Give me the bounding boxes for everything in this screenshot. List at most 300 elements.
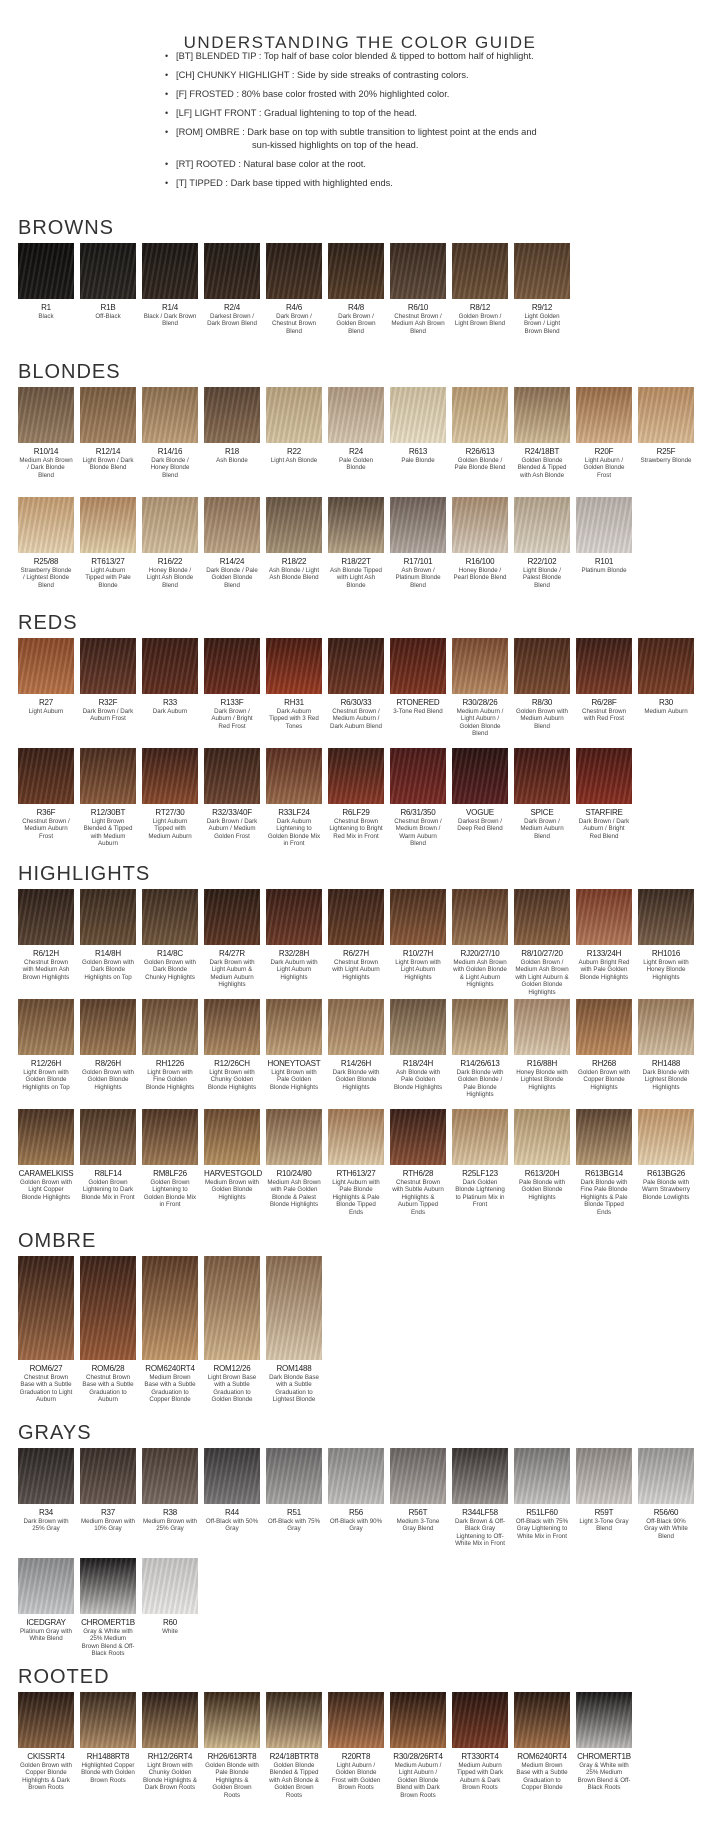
swatch-description: Gray & White with 25% Medium Brown Blend & Off-Black Roots — [81, 1628, 135, 1658]
swatch-code: R14/24 — [219, 557, 245, 566]
swatch-description: Auburn Bright Red with Pale Golden Blonde Highlights — [578, 959, 630, 981]
swatch-tile[interactable] — [204, 243, 260, 328]
swatch-tile[interactable] — [142, 748, 198, 840]
swatch-tile[interactable] — [204, 497, 260, 589]
swatch-tile[interactable] — [576, 999, 632, 1091]
hair-swatch-image[interactable] — [266, 638, 322, 694]
swatch-tile[interactable] — [390, 1448, 446, 1533]
swatch-description: Chestnut Brown with Medium Ash Brown Highlights — [22, 959, 70, 981]
swatch-description: Off-Black with 75% Gray Lightening to White Mix in Front — [515, 1518, 569, 1540]
hair-swatch-image[interactable] — [390, 1692, 446, 1748]
swatch-description: Dark Blonde Base with a Subtle Graduation to Lightest Blonde — [269, 1374, 319, 1404]
swatch-tile[interactable] — [266, 1256, 322, 1404]
swatch-description: Dark Brown & Off-Black Gray Lightening to Off-White Mix in Front — [454, 1518, 506, 1548]
hair-swatch-image[interactable] — [514, 243, 570, 299]
hair-swatch-image[interactable] — [638, 1109, 694, 1165]
swatch-code: RH268 — [592, 1059, 616, 1068]
hair-swatch-image[interactable] — [204, 1448, 260, 1504]
swatch-tile[interactable] — [266, 999, 322, 1091]
swatch-tile[interactable] — [328, 243, 384, 335]
hair-swatch-image[interactable] — [576, 1109, 632, 1165]
swatch-tile[interactable] — [80, 1558, 136, 1658]
swatch-tile[interactable] — [266, 889, 322, 981]
hair-swatch-image[interactable] — [266, 497, 322, 553]
hair-swatch-image[interactable] — [18, 497, 74, 553]
swatch-tile[interactable] — [638, 1109, 694, 1201]
swatch-tile[interactable] — [638, 889, 694, 981]
hair-swatch-image[interactable] — [390, 999, 446, 1055]
swatch-code: R12/14 — [95, 447, 121, 456]
hair-swatch-image[interactable] — [142, 1256, 198, 1360]
swatch-tile[interactable] — [204, 748, 260, 840]
hair-swatch-image[interactable] — [452, 243, 508, 299]
hair-swatch-image[interactable] — [80, 1692, 136, 1748]
hair-swatch-image[interactable] — [390, 1109, 446, 1165]
swatch-code: ROM6240RT4 — [145, 1364, 195, 1373]
page-title: UNDERSTANDING THE COLOR GUIDE — [183, 33, 537, 53]
swatch-description: Golden Brown Lightening to Dark Blonde Mix in Front — [81, 1179, 135, 1201]
hair-swatch-image[interactable] — [638, 889, 694, 945]
swatch-tile[interactable] — [80, 497, 136, 589]
swatch-tile[interactable] — [576, 748, 632, 840]
swatch-tile[interactable] — [18, 243, 74, 320]
section-title: BLONDES — [18, 361, 121, 383]
hair-swatch-image[interactable] — [18, 1109, 74, 1165]
swatch-tile[interactable] — [18, 889, 74, 981]
swatch-tile[interactable] — [266, 497, 322, 582]
swatch-description: Black / Dark Brown Blend — [143, 313, 197, 328]
hair-swatch-image[interactable] — [266, 1256, 322, 1360]
swatch-description: Light Brown with Golden Blonde Highlights on Top — [22, 1069, 70, 1091]
swatch-description: Dark Golden Blonde Lightening to Platinum Mix in Front — [455, 1179, 505, 1209]
hair-swatch-image[interactable] — [328, 243, 384, 299]
hair-swatch-image[interactable] — [18, 1448, 74, 1504]
swatch-description: Dark Brown / Dark Auburn / Medium Golden Frost — [206, 818, 258, 840]
hair-swatch-image[interactable] — [80, 1109, 136, 1165]
hair-swatch-image[interactable] — [266, 748, 322, 804]
hair-swatch-image[interactable] — [266, 1692, 322, 1748]
hair-swatch-image[interactable] — [80, 497, 136, 553]
swatch-tile[interactable] — [514, 1109, 570, 1201]
swatch-tile[interactable] — [204, 387, 260, 464]
hair-swatch-image[interactable] — [576, 889, 632, 945]
hair-swatch-image[interactable] — [18, 1692, 74, 1748]
swatch-tile[interactable] — [638, 638, 694, 715]
hair-swatch-image[interactable] — [18, 1558, 74, 1614]
hair-swatch-image[interactable] — [80, 638, 136, 694]
swatch-code: R22/102 — [527, 557, 557, 566]
swatch-tile[interactable] — [80, 1256, 136, 1404]
swatch-code: R18/22 — [281, 557, 307, 566]
swatch-code: R34 — [38, 1508, 54, 1517]
swatch-tile[interactable] — [576, 497, 632, 574]
swatch-tile[interactable] — [514, 497, 570, 589]
swatch-tile[interactable] — [452, 243, 508, 328]
swatch-description: Chestnut Brown Base with a Subtle Graduation to Auburn — [82, 1374, 134, 1404]
hair-swatch-image[interactable] — [204, 387, 260, 443]
hair-swatch-image[interactable] — [328, 387, 384, 443]
legend-text: : Top half of base color blended & tipped to bottom half of highlight. — [256, 51, 534, 61]
hair-swatch-image[interactable] — [514, 999, 570, 1055]
swatch-tile[interactable] — [18, 1256, 74, 1404]
legend-key: [LF] LIGHT FRONT — [176, 108, 257, 118]
swatch-tile[interactable] — [142, 497, 198, 589]
swatch-tile[interactable] — [142, 1692, 198, 1792]
hair-swatch-image[interactable] — [204, 1256, 260, 1360]
swatch-description: Chestnut Brown / Medium Auburn Frost — [22, 818, 70, 840]
legend-text-continued: sun-kissed highlights on top of the head. — [252, 140, 419, 150]
hair-swatch-image[interactable] — [142, 1448, 198, 1504]
hair-swatch-image[interactable] — [266, 1448, 322, 1504]
swatch-tile[interactable] — [514, 243, 570, 335]
hair-swatch-image[interactable] — [514, 387, 570, 443]
hair-swatch-image[interactable] — [452, 497, 508, 553]
swatch-tile[interactable] — [18, 748, 74, 840]
swatch-description: Dark Brown / Dark Auburn / Bright Red Blend — [578, 818, 630, 840]
hair-swatch-image[interactable] — [452, 1109, 508, 1165]
swatch-tile[interactable] — [452, 748, 508, 833]
swatch-code: R6/10 — [407, 303, 429, 312]
hair-swatch-image[interactable] — [390, 889, 446, 945]
swatch-code: R38 — [162, 1508, 178, 1517]
swatch-tile[interactable] — [80, 638, 136, 723]
hair-swatch-image[interactable] — [204, 243, 260, 299]
swatch-description: Honey Blonde / Pearl Blonde Blend — [453, 567, 507, 582]
swatch-description: Golden Brown with Dark Blonde Highlights on Top — [82, 959, 134, 981]
hair-swatch-image[interactable] — [514, 889, 570, 945]
hair-swatch-image[interactable] — [142, 889, 198, 945]
hair-swatch-image[interactable] — [204, 1692, 260, 1748]
swatch-tile[interactable] — [576, 1448, 632, 1533]
swatch-tile[interactable] — [142, 889, 198, 981]
swatch-tile[interactable] — [576, 1692, 632, 1792]
hair-swatch-image[interactable] — [452, 889, 508, 945]
hair-swatch-image[interactable] — [576, 1692, 632, 1748]
swatch-tile[interactable] — [18, 1109, 74, 1201]
swatch-code: R8/12 — [469, 303, 491, 312]
hair-swatch-image[interactable] — [266, 889, 322, 945]
swatch-code: R59T — [594, 1508, 614, 1517]
hair-swatch-image[interactable] — [390, 1448, 446, 1504]
swatch-tile[interactable] — [390, 999, 446, 1091]
swatch-tile[interactable] — [142, 999, 198, 1091]
swatch-tile[interactable] — [328, 999, 384, 1091]
hair-swatch-image[interactable] — [18, 387, 74, 443]
hair-swatch-image[interactable] — [452, 999, 508, 1055]
hair-swatch-image[interactable] — [80, 1558, 136, 1614]
swatch-description: Ash Blonde with Pale Golden Blonde Highlights — [393, 1069, 443, 1091]
swatch-description: Light Auburn / Golden Blonde Frost — [583, 457, 625, 479]
swatch-tile[interactable] — [142, 1256, 198, 1404]
swatch-code: HARVESTGOLD — [204, 1169, 263, 1178]
hair-swatch-image[interactable] — [142, 1109, 198, 1165]
swatch-tile[interactable] — [266, 1692, 322, 1799]
hair-swatch-image[interactable] — [390, 748, 446, 804]
swatch-code: R32/33/40F — [212, 808, 252, 817]
swatch-tile[interactable] — [576, 387, 632, 479]
swatch-tile[interactable] — [390, 1692, 446, 1799]
hair-swatch-image[interactable] — [204, 999, 260, 1055]
hair-swatch-image[interactable] — [328, 1448, 384, 1504]
hair-swatch-image[interactable] — [390, 243, 446, 299]
swatch-code: R14/26H — [340, 1059, 372, 1068]
hair-swatch-image[interactable] — [452, 748, 508, 804]
hair-swatch-image[interactable] — [18, 748, 74, 804]
swatch-tile[interactable] — [80, 999, 136, 1091]
swatch-tile[interactable] — [18, 999, 74, 1091]
swatch-description: Golden Brown / Medium Ash Brown with Light Auburn & Golden Blonde Highlights — [515, 959, 569, 996]
swatch-code: R8LF14 — [94, 1169, 122, 1178]
hair-swatch-image[interactable] — [638, 638, 694, 694]
hair-swatch-image[interactable] — [452, 1448, 508, 1504]
hair-swatch-image[interactable] — [142, 638, 198, 694]
swatch-description: Dark Auburn — [152, 708, 188, 715]
swatch-tile[interactable] — [80, 243, 136, 320]
swatch-tile[interactable] — [638, 999, 694, 1091]
hair-swatch-image[interactable] — [80, 1448, 136, 1504]
hair-swatch-image[interactable] — [142, 748, 198, 804]
swatch-description: White — [162, 1628, 178, 1635]
swatch-tile[interactable] — [18, 387, 74, 479]
hair-swatch-image[interactable] — [204, 638, 260, 694]
swatch-tile[interactable] — [266, 243, 322, 335]
hair-swatch-image[interactable] — [638, 1448, 694, 1504]
hair-swatch-image[interactable] — [80, 243, 136, 299]
swatch-code: CHROMERT1B — [81, 1618, 135, 1627]
swatch-tile[interactable] — [204, 638, 260, 730]
hair-swatch-image[interactable] — [576, 999, 632, 1055]
swatch-tile[interactable] — [452, 889, 508, 989]
hair-swatch-image[interactable] — [328, 889, 384, 945]
swatch-tile[interactable] — [80, 1692, 136, 1784]
swatch-tile[interactable] — [204, 999, 260, 1091]
legend-text: : Natural base color at the root. — [235, 159, 366, 169]
swatch-tile[interactable] — [452, 999, 508, 1099]
swatch-tile[interactable] — [142, 1558, 198, 1635]
hair-swatch-image[interactable] — [328, 748, 384, 804]
legend-text: : Dark base on top with subtle transition to lightest point at the ends and — [239, 127, 537, 137]
swatch-tile[interactable] — [142, 1109, 198, 1209]
swatch-code: R25/88 — [33, 557, 59, 566]
swatch-tile[interactable] — [328, 1109, 384, 1216]
swatch-tile[interactable] — [452, 1448, 508, 1548]
swatch-code: R8/30 — [531, 698, 553, 707]
legend-text: : 80% base color frosted with 20% highlighted color. — [233, 89, 450, 99]
hair-swatch-image[interactable] — [80, 999, 136, 1055]
swatch-tile[interactable] — [328, 387, 384, 472]
swatch-code: R25F — [656, 447, 676, 456]
swatch-tile[interactable] — [514, 748, 570, 840]
swatch-tile[interactable] — [390, 889, 446, 981]
hair-swatch-image[interactable] — [514, 748, 570, 804]
swatch-description: Light Ash Blonde — [270, 457, 318, 464]
hair-swatch-image[interactable] — [328, 638, 384, 694]
swatch-tile[interactable] — [18, 497, 74, 589]
swatch-tile[interactable] — [638, 387, 694, 464]
swatch-tile[interactable] — [452, 1692, 508, 1792]
swatch-tile[interactable] — [576, 1109, 632, 1216]
hair-swatch-image[interactable] — [142, 1692, 198, 1748]
swatch-description: Ash Brown / Platinum Blonde Blend — [395, 567, 441, 589]
hair-swatch-image[interactable] — [328, 497, 384, 553]
swatch-tile[interactable] — [18, 1692, 74, 1792]
swatch-tile[interactable] — [328, 748, 384, 840]
swatch-tile[interactable] — [576, 889, 632, 981]
swatch-code: R12/30BT — [90, 808, 126, 817]
hair-swatch-image[interactable] — [204, 748, 260, 804]
swatch-code: RTONERED — [396, 698, 440, 707]
swatch-tile[interactable] — [266, 387, 322, 464]
hair-swatch-image[interactable] — [142, 999, 198, 1055]
hair-swatch-image[interactable] — [18, 638, 74, 694]
swatch-tile[interactable] — [80, 748, 136, 848]
swatch-description: Medium Brown Base with a Subtle Graduation to Copper Blonde — [516, 1762, 568, 1792]
swatch-tile[interactable] — [390, 748, 446, 848]
swatch-description: Dark Blonde with Golden Blonde / Pale Blonde Highlights — [456, 1069, 504, 1099]
swatch-tile[interactable] — [514, 889, 570, 996]
swatch-description: Gray & White with 25% Medium Brown Blend & Off-Black Roots — [577, 1762, 631, 1792]
hair-swatch-image[interactable] — [80, 748, 136, 804]
swatch-tile[interactable] — [514, 387, 570, 479]
swatch-tile[interactable] — [328, 638, 384, 730]
swatch-description: Chestnut Brown / Medium Ash Brown Blend — [391, 313, 445, 335]
hair-swatch-image[interactable] — [18, 999, 74, 1055]
hair-swatch-image[interactable] — [142, 497, 198, 553]
hair-swatch-image[interactable] — [390, 387, 446, 443]
swatch-code: CKISSRT4 — [27, 1752, 65, 1761]
swatch-tile[interactable] — [328, 1692, 384, 1792]
hair-swatch-image[interactable] — [576, 387, 632, 443]
hair-swatch-image[interactable] — [638, 387, 694, 443]
hair-swatch-image[interactable] — [142, 243, 198, 299]
hair-swatch-image[interactable] — [328, 1109, 384, 1165]
hair-swatch-image[interactable] — [452, 387, 508, 443]
hair-swatch-image[interactable] — [266, 1109, 322, 1165]
swatch-code: RH1226 — [155, 1059, 185, 1068]
hair-swatch-image[interactable] — [390, 638, 446, 694]
swatch-tile[interactable] — [576, 638, 632, 723]
swatch-code: R4/8 — [347, 303, 365, 312]
swatch-tile[interactable] — [514, 1448, 570, 1540]
swatch-tile[interactable] — [142, 387, 198, 479]
hair-swatch-image[interactable] — [514, 638, 570, 694]
legend-key: [ROM] OMBRE — [176, 127, 240, 137]
swatch-tile[interactable] — [204, 1448, 260, 1533]
hair-swatch-image[interactable] — [576, 638, 632, 694]
hair-swatch-image[interactable] — [514, 1692, 570, 1748]
hair-swatch-image[interactable] — [80, 1256, 136, 1360]
swatch-code: R8/10/27/20 — [521, 949, 563, 958]
swatch-code: R6/31/350 — [400, 808, 436, 817]
swatch-tile[interactable] — [638, 1448, 694, 1540]
swatch-tile[interactable] — [390, 1109, 446, 1216]
swatch-tile[interactable] — [142, 1448, 198, 1533]
swatch-tile[interactable] — [266, 638, 322, 730]
swatch-tile[interactable] — [18, 1558, 74, 1643]
swatch-description: Off-Black with 90% Gray — [329, 1518, 383, 1533]
hair-swatch-image[interactable] — [638, 999, 694, 1055]
hair-swatch-image[interactable] — [514, 497, 570, 553]
swatch-tile[interactable] — [266, 1448, 322, 1533]
hair-swatch-image[interactable] — [514, 1448, 570, 1504]
swatch-tile[interactable] — [80, 387, 136, 472]
swatch-code: R10/14 — [33, 447, 59, 456]
hair-swatch-image[interactable] — [576, 497, 632, 553]
swatch-tile[interactable] — [514, 638, 570, 730]
hair-swatch-image[interactable] — [80, 387, 136, 443]
swatch-tile[interactable] — [204, 889, 260, 989]
swatch-tile[interactable] — [390, 638, 446, 715]
swatch-description: Dark Blonde / Honey Blonde Blend — [150, 457, 190, 479]
hair-swatch-image[interactable] — [576, 748, 632, 804]
swatch-code: R101 — [594, 557, 614, 566]
swatch-code: R30 — [658, 698, 674, 707]
hair-swatch-image[interactable] — [576, 1448, 632, 1504]
swatch-tile[interactable] — [390, 243, 446, 335]
swatch-description: Golden Brown with Copper Blonde Highlights — [578, 1069, 630, 1091]
hair-swatch-image[interactable] — [18, 1256, 74, 1360]
hair-swatch-image[interactable] — [142, 387, 198, 443]
swatch-tile[interactable] — [514, 999, 570, 1091]
swatch-tile[interactable] — [18, 638, 74, 715]
swatch-tile[interactable] — [452, 1109, 508, 1209]
swatch-tile[interactable] — [266, 748, 322, 848]
hair-swatch-image[interactable] — [204, 1109, 260, 1165]
swatch-tile[interactable] — [452, 387, 508, 472]
hair-swatch-image[interactable] — [204, 889, 260, 945]
swatch-description: Dark Blonde with Golden Blonde Highlights — [332, 1069, 380, 1091]
swatch-tile[interactable] — [390, 387, 446, 464]
swatch-tile[interactable] — [390, 497, 446, 589]
swatch-tile[interactable] — [80, 889, 136, 981]
swatch-tile[interactable] — [328, 497, 384, 589]
swatch-code: HONEYTOAST — [267, 1059, 321, 1068]
hair-swatch-image[interactable] — [18, 889, 74, 945]
swatch-code: R2/4 — [223, 303, 241, 312]
swatch-tile[interactable] — [452, 497, 508, 582]
swatch-code: R6/27H — [343, 949, 369, 958]
swatch-tile[interactable] — [266, 1109, 322, 1209]
swatch-tile[interactable] — [18, 1448, 74, 1533]
swatch-tile[interactable] — [80, 1109, 136, 1201]
swatch-tile[interactable] — [514, 1692, 570, 1792]
swatch-tile[interactable] — [328, 1448, 384, 1533]
swatch-tile[interactable] — [204, 1692, 260, 1799]
swatch-tile[interactable] — [142, 243, 198, 328]
hair-swatch-image[interactable] — [18, 243, 74, 299]
hair-swatch-image[interactable] — [452, 638, 508, 694]
swatch-tile[interactable] — [142, 638, 198, 715]
hair-swatch-image[interactable] — [514, 1109, 570, 1165]
hair-swatch-image[interactable] — [142, 1558, 198, 1614]
hair-swatch-image[interactable] — [266, 387, 322, 443]
hair-swatch-image[interactable] — [266, 243, 322, 299]
hair-swatch-image[interactable] — [266, 999, 322, 1055]
swatch-description: Golden Brown with Dark Blonde Chunky Highlights — [144, 959, 196, 981]
hair-swatch-image[interactable] — [390, 497, 446, 553]
swatch-tile[interactable] — [452, 638, 508, 738]
swatch-code: R20RT8 — [341, 1752, 371, 1761]
swatch-tile[interactable] — [204, 1109, 263, 1201]
hair-swatch-image[interactable] — [80, 889, 136, 945]
hair-swatch-image[interactable] — [328, 999, 384, 1055]
swatch-tile[interactable] — [328, 889, 384, 981]
hair-swatch-image[interactable] — [452, 1692, 508, 1748]
swatch-tile[interactable] — [80, 1448, 136, 1533]
hair-swatch-image[interactable] — [204, 497, 260, 553]
swatch-tile[interactable] — [204, 1256, 260, 1404]
hair-swatch-image[interactable] — [328, 1692, 384, 1748]
